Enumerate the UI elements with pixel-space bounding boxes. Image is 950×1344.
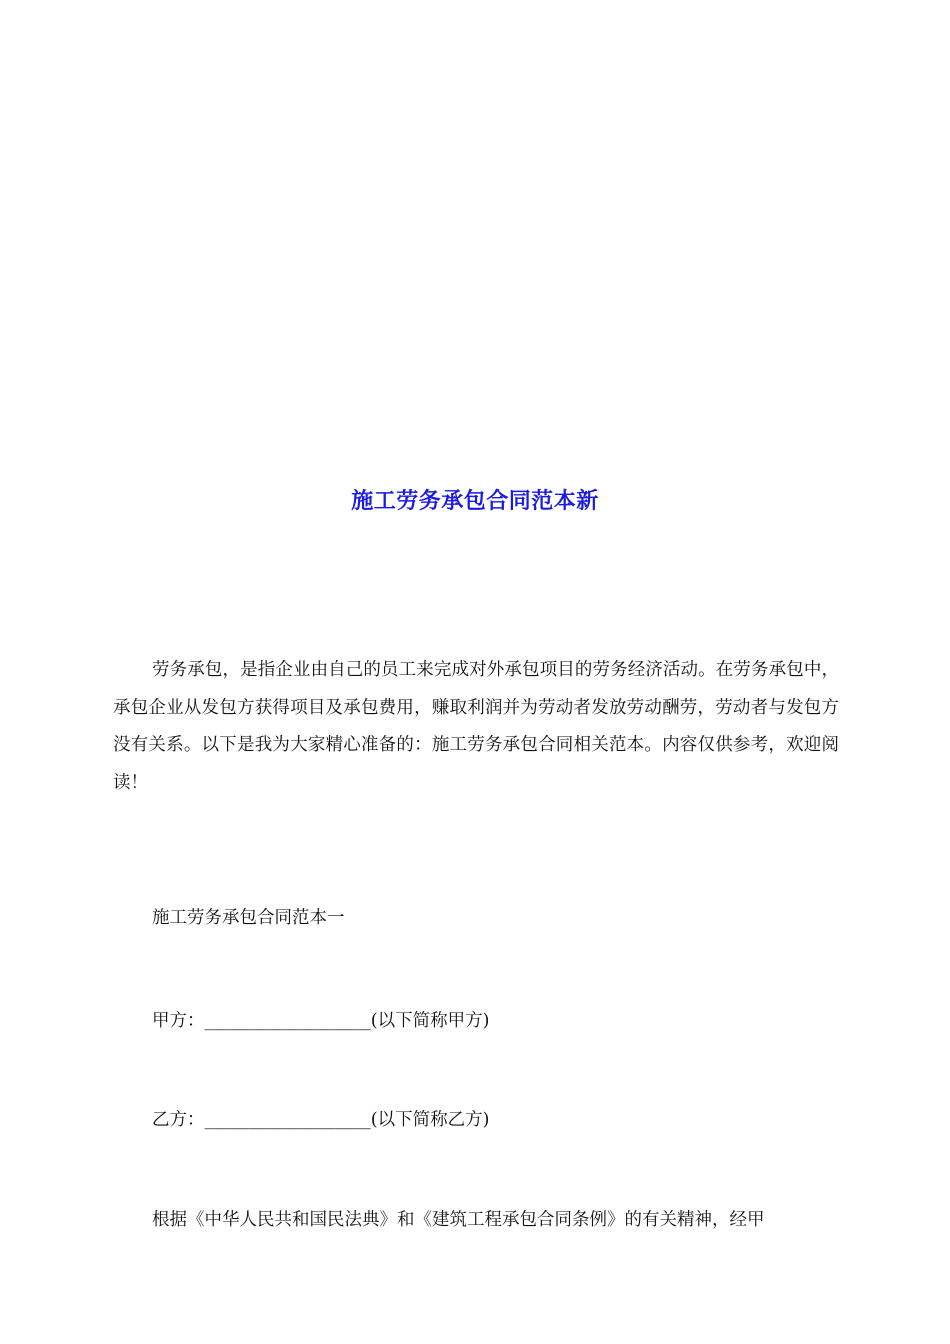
- intro-paragraph: 劳务承包，是指企业由自己的员工来完成对外承包项目的劳务经济活动。在劳务承包中，承包企业从发包方获得项目及承包费用，赚取利润并为劳动者发放劳动酬劳，劳动者与发包方没有关系。以下是我为大家精心准备的：施工劳务承包合同相关范本。内容仅供参考，欢迎阅读！: [113, 660, 839, 793]
- party-b-line: 乙方：___________________(以下简称乙方): [152, 1110, 490, 1130]
- document-title: 施工劳务承包合同范本新: [351, 488, 599, 514]
- section-subtitle: 施工劳务承包合同范本一: [152, 908, 345, 928]
- party-a-line: 甲方：___________________(以下简称甲方): [152, 1011, 490, 1031]
- basis-paragraph: 根据《中华人民共和国民法典》和《建筑工程承包合同条例》的有关精神，经甲: [152, 1210, 765, 1230]
